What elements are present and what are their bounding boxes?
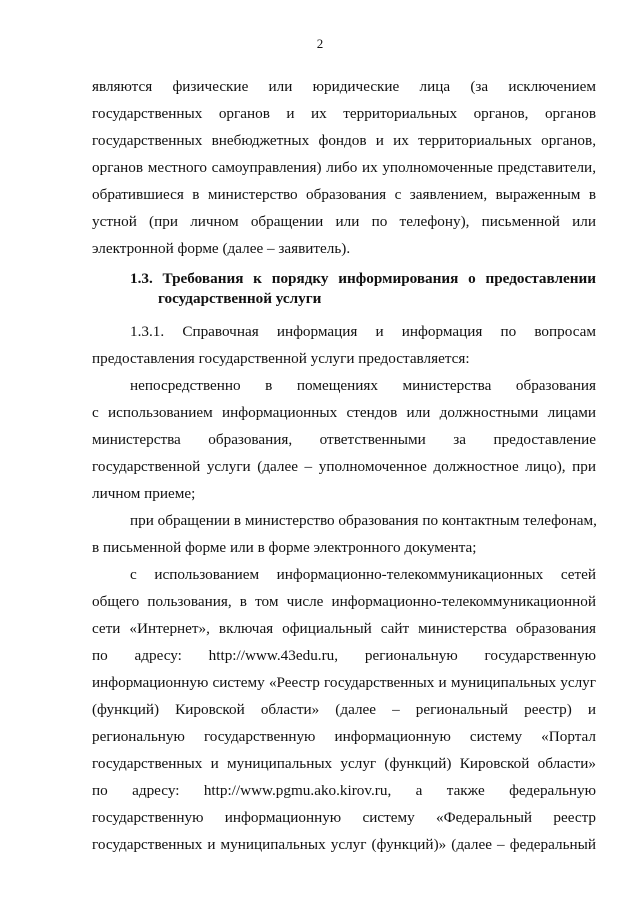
section-heading-line: 1.3. Требования к порядку информирования о предоставлении xyxy=(130,270,596,287)
text-line: с использованием информационно-телекоммуникационных сетей xyxy=(130,566,596,583)
text-line: государственных и муниципальных услуг (функций)» (далее – федеральный xyxy=(92,836,596,853)
text-line: непосредственно в помещениях министерства образования xyxy=(130,377,596,394)
text-line: государственную информационную систему «Федеральный реестр xyxy=(92,809,596,826)
intro-paragraph xyxy=(92,73,596,262)
text-line: органов местного самоуправления) либо их уполномоченные представители, xyxy=(92,159,596,176)
text-line: устной (при личном обращении или по телефону), письменной или xyxy=(92,213,596,230)
section-heading-line: государственной услуги xyxy=(158,290,322,307)
text-line: с использованием информационных стендов или должностными лицами xyxy=(92,404,596,421)
text-line: региональную государственную информационную систему «Портал xyxy=(92,728,596,745)
text-line: электронной форме (далее – заявитель). xyxy=(92,240,351,257)
text-line: по адресу: http://www.43edu.ru, региональную государственную xyxy=(92,647,596,664)
text-line: министерства образования, ответственными за предоставление xyxy=(92,431,596,448)
text-line: (функций) Кировской области» (далее – региональный реестр) и xyxy=(92,701,596,718)
text-line: обратившиеся в министерство образования с заявлением, выраженным в xyxy=(92,186,596,203)
text-line: в письменной форме или в форме электронного документа; xyxy=(92,539,477,556)
page-number: 2 xyxy=(316,36,324,51)
text-line: государственных и муниципальных услуг (функций) Кировской области» xyxy=(92,755,596,772)
text-line: при обращении в министерство образования по контактным телефонам, xyxy=(130,512,597,529)
text-line: государственной услуги (далее – уполномоченное должностное лицо), при xyxy=(92,458,596,475)
body-text xyxy=(92,318,596,858)
text-line: по адресу: http://www.pgmu.ako.kirov.ru, а также федеральную xyxy=(92,782,596,799)
text-line: государственных органов и их территориальных органов, органов xyxy=(92,105,596,122)
text-line: предоставления государственной услуги предоставляется: xyxy=(92,350,470,367)
section-heading xyxy=(130,269,596,309)
text-line: государственных внебюджетных фондов и их территориальных органов, xyxy=(92,132,596,149)
text-line: информационную систему «Реестр государственных и муниципальных услуг xyxy=(92,674,596,691)
text-line: являются физические или юридические лица (за исключением xyxy=(92,78,596,95)
text-line: 1.3.1. Справочная информация и информация по вопросам xyxy=(130,323,596,340)
text-line: общего пользования, в том числе информационно-телекоммуникационной xyxy=(92,593,596,610)
text-line: сети «Интернет», включая официальный сайт министерства образования xyxy=(92,620,596,637)
text-line: личном приеме; xyxy=(92,485,196,502)
